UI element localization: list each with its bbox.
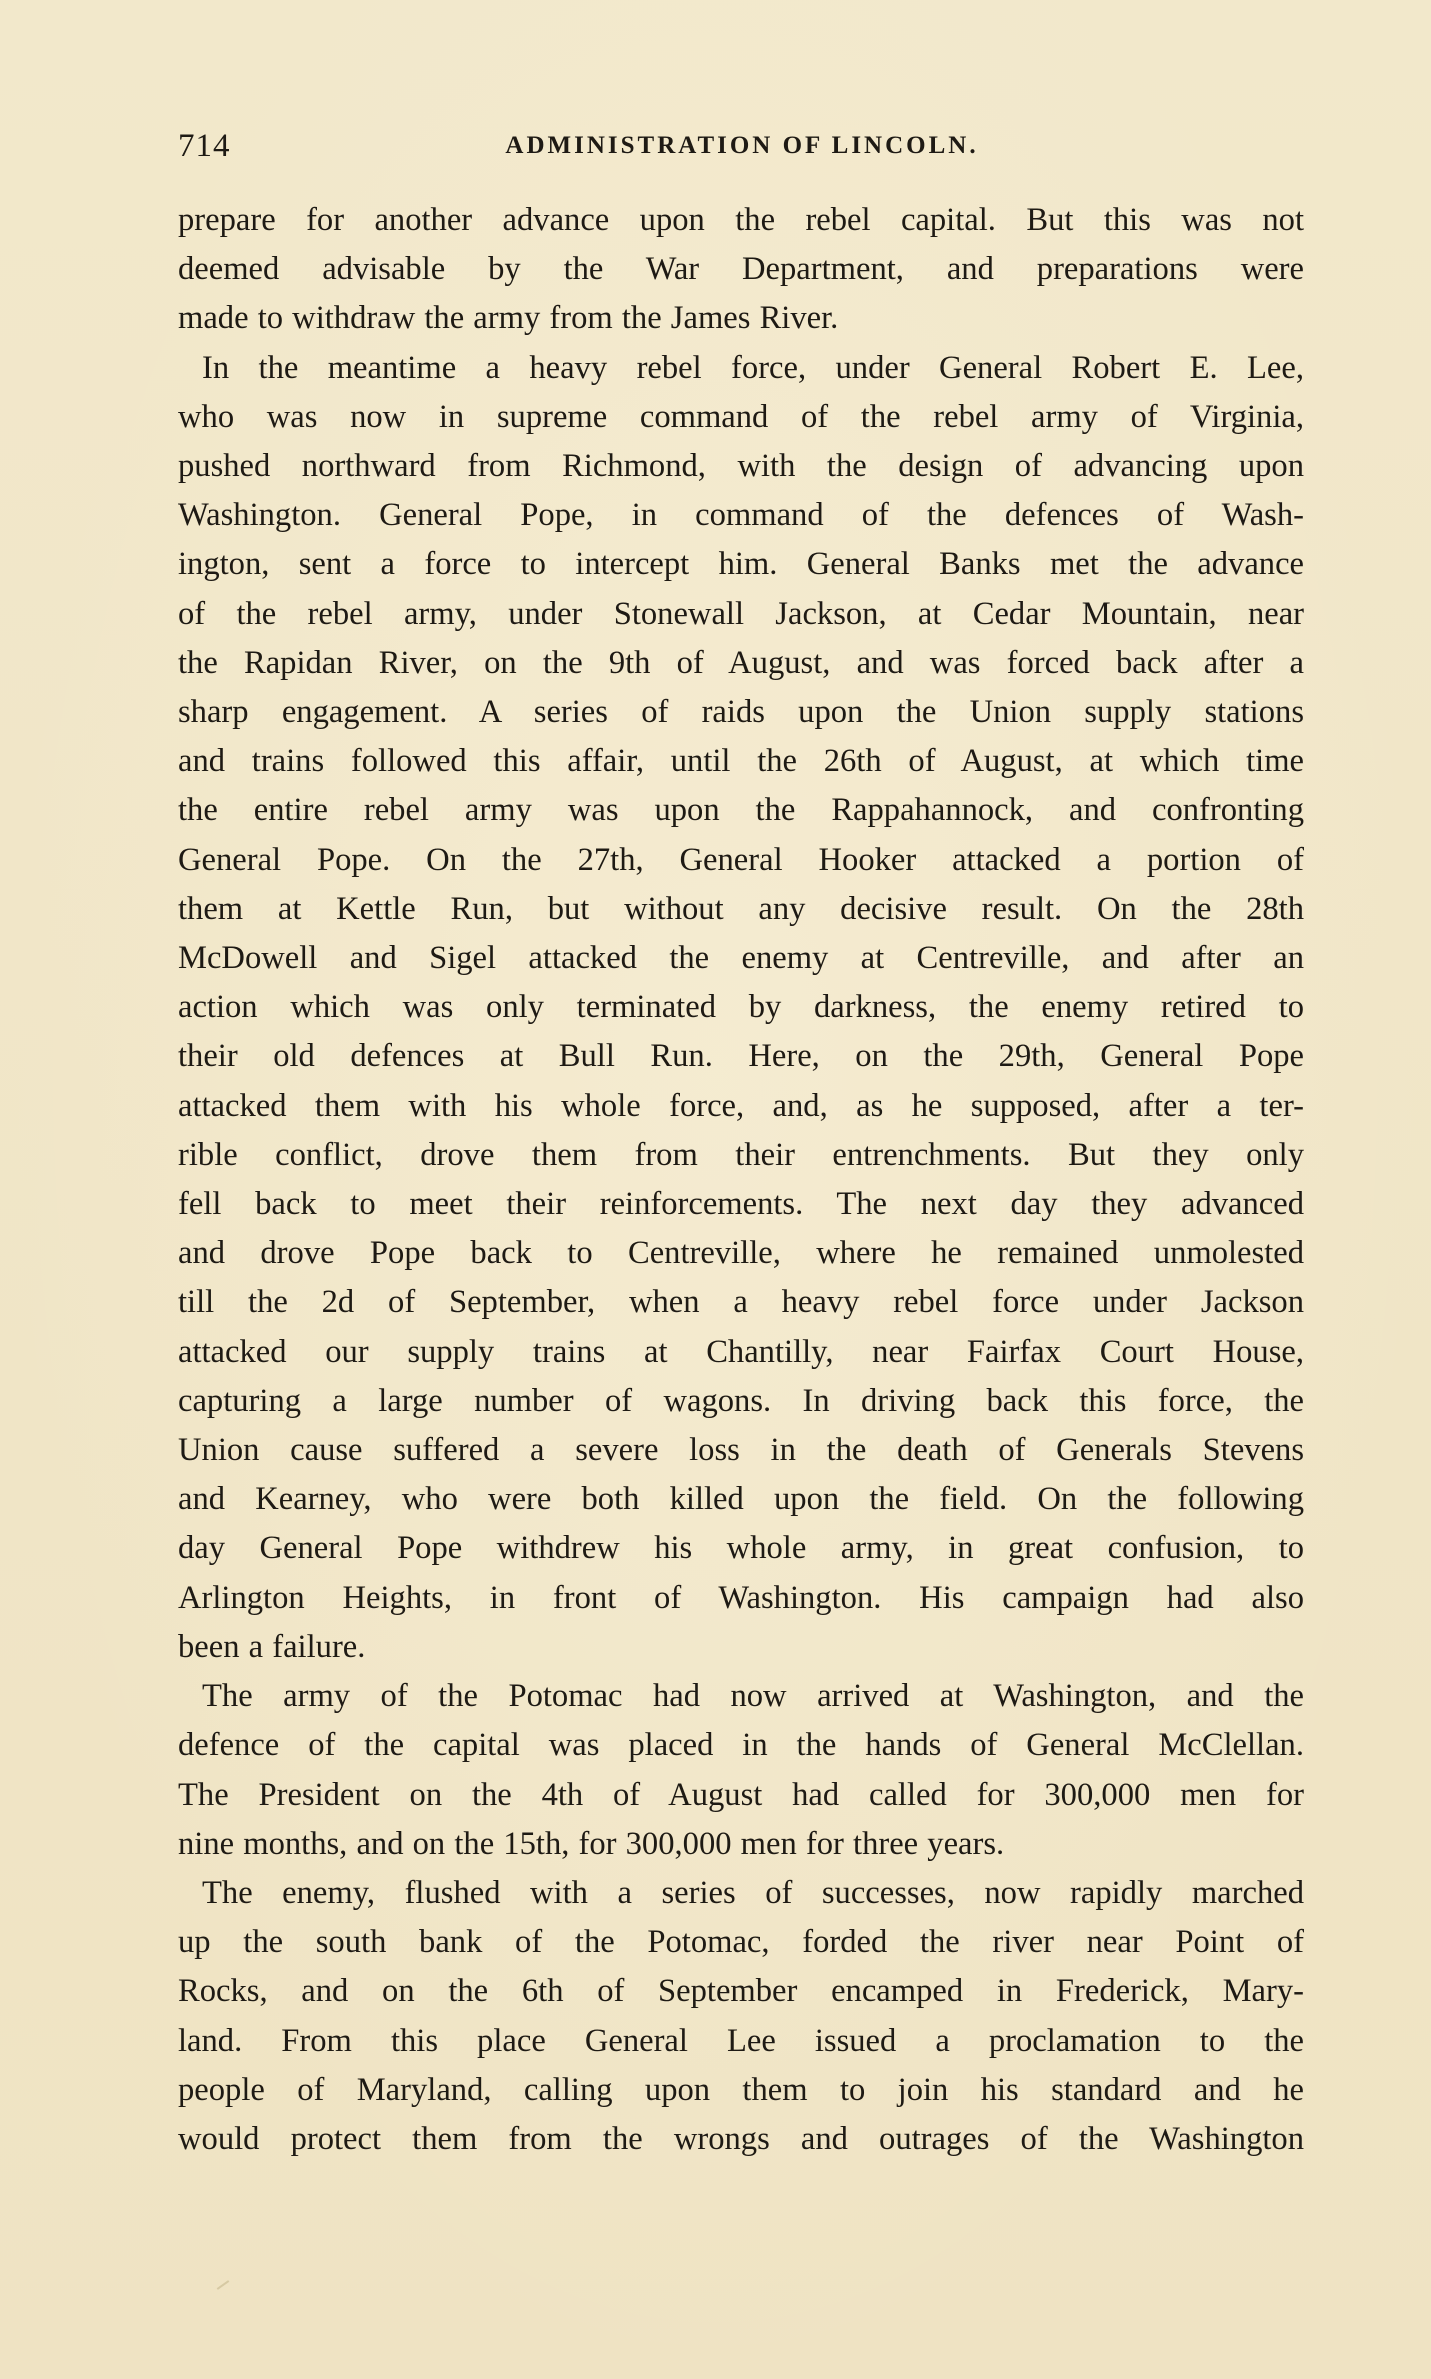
- text-line: who was now in supreme command of the rebel army of Virginia,: [178, 398, 1304, 435]
- text-line: prepare for another advance upon the rebel capital. But this was not: [178, 202, 1304, 238]
- text-line: them at Kettle Run, but without any decisive result. On the 28th: [178, 890, 1304, 927]
- text-line: and trains followed this affair, until the 26th of August, at which time: [178, 743, 1304, 780]
- text-line: deemed advisable by the War Department, and preparations were: [178, 251, 1304, 288]
- text-line: people of Maryland, calling upon them to join his standard and he: [178, 2071, 1304, 2108]
- text-line: of the rebel army, under Stonewall Jackson, at Cedar Mountain, near: [178, 595, 1304, 632]
- text-line: attacked our supply trains at Chantilly, near Fairfax Court House,: [178, 1333, 1304, 1370]
- running-head: ADMINISTRATION OF LINCOLN.: [505, 132, 979, 159]
- text-line: till the 2d of September, when a heavy rebel force under Jackson: [178, 1284, 1304, 1321]
- text-line: ington, sent a force to intercept him. General Banks met the advance: [178, 546, 1304, 583]
- text-line: fell back to meet their reinforcements. The next day they advanced: [178, 1186, 1304, 1223]
- paragraph-4: [178, 1869, 1304, 2164]
- text-line: sharp engagement. A series of raids upon the Union supply stations: [178, 694, 1304, 731]
- text-line: attacked them with his whole force, and, as he supposed, after a ter-: [178, 1087, 1304, 1124]
- text-line: The enemy, flushed with a series of successes, now rapidly marched: [202, 1874, 1304, 1911]
- text-line: made to withdraw the army from the James River.: [178, 300, 839, 337]
- text-line: their old defences at Bull Run. Here, on the 29th, General Pope: [178, 1038, 1304, 1075]
- page-header: [178, 128, 1306, 172]
- text-line: The President on the 4th of August had called for 300,000 men for: [178, 1776, 1304, 1813]
- text-line: day General Pope withdrew his whole army, in great confusion, to: [178, 1530, 1304, 1567]
- text-line: defence of the capital was placed in the hands of General McClellan.: [178, 1727, 1304, 1764]
- text-line: General Pope. On the 27th, General Hooker attacked a portion of: [178, 841, 1304, 878]
- text-line: The army of the Potomac had now arrived at Washington, and the: [202, 1678, 1304, 1715]
- text-line: and Kearney, who were both killed upon the field. On the following: [178, 1481, 1304, 1518]
- body-text: [178, 196, 1304, 2164]
- text-line: land. From this place General Lee issued a proclamation to the: [178, 2022, 1304, 2059]
- paper-speck: [217, 2280, 230, 2290]
- text-line: up the south bank of the Potomac, forded the river near Point of: [178, 1924, 1304, 1961]
- text-line: the entire rebel army was upon the Rappahannock, and confronting: [178, 792, 1304, 829]
- paragraph-1: [178, 196, 1304, 344]
- text-line: In the meantime a heavy rebel force, under General Robert E. Lee,: [202, 349, 1304, 386]
- text-line: rible conflict, drove them from their entrenchments. But they only: [178, 1136, 1304, 1173]
- text-line: action which was only terminated by darkness, the enemy retired to: [178, 989, 1304, 1026]
- page-number: 714: [178, 128, 231, 164]
- text-line: the Rapidan River, on the 9th of August, and was forced back after a: [178, 644, 1304, 681]
- paragraph-3: [178, 1672, 1304, 1869]
- text-line: capturing a large number of wagons. In driving back this force, the: [178, 1382, 1304, 1419]
- paragraph-2: [178, 344, 1304, 1672]
- text-line: nine months, and on the 15th, for 300,000 men for three years.: [178, 1825, 1005, 1862]
- text-line: would protect them from the wrongs and outrages of the Washington: [178, 2120, 1304, 2157]
- text-line: Union cause suffered a severe loss in the death of Generals Stevens: [178, 1432, 1304, 1469]
- text-line: and drove Pope back to Centreville, where he remained unmolested: [178, 1235, 1304, 1272]
- text-line: Washington. General Pope, in command of the defences of Wash-: [178, 497, 1304, 534]
- text-line: Arlington Heights, in front of Washington. His campaign had also: [178, 1579, 1304, 1616]
- text-line: been a failure.: [178, 1628, 366, 1665]
- text-line: pushed northward from Richmond, with the design of advancing upon: [178, 448, 1304, 485]
- text-line: Rocks, and on the 6th of September encamped in Frederick, Mary-: [178, 1973, 1304, 2010]
- text-line: McDowell and Sigel attacked the enemy at Centreville, and after an: [178, 940, 1304, 977]
